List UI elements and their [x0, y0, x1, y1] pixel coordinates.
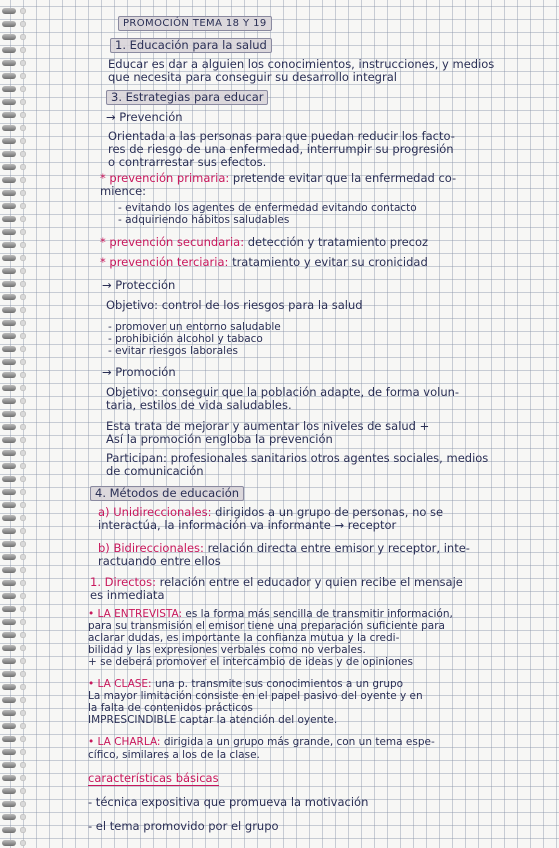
punch-hole: [20, 138, 26, 144]
punch-hole: [20, 216, 26, 222]
spiral-ring: [2, 840, 16, 846]
spiral-ring: [2, 86, 16, 92]
spiral-ring: [2, 320, 16, 326]
punch-hole: [20, 294, 26, 300]
spiral-ring: [2, 463, 16, 469]
prevention-line-2: res de riesgo de una enfermedad, interrumpir su progresión: [108, 142, 454, 156]
spiral-ring: [2, 190, 16, 196]
spiral-ring: [2, 255, 16, 261]
punch-hole: [20, 203, 26, 209]
primary-bullet-1: - evitando los agentes de enfermedad evitando contacto: [118, 202, 417, 214]
punch-hole: [20, 47, 26, 53]
talk-line-1: • LA CHARLA: dirigida a un grupo más grande, con un tema espe-: [88, 736, 435, 748]
spiral-ring: [2, 736, 16, 742]
punch-hole: [20, 541, 26, 547]
interview-line-2: para su transmisión el emisor tiene una preparación suficiente para: [88, 620, 445, 632]
spiral-ring: [2, 385, 16, 391]
promotion-paragraph-line-1: Esta trata de mejorar y aumentar los niveles de salud +: [106, 419, 430, 433]
spiral-ring: [2, 502, 16, 508]
punch-hole: [20, 21, 26, 27]
promotion-objective-line-2: taria, estilos de vida saludables.: [106, 398, 292, 412]
spiral-ring: [2, 541, 16, 547]
spiral-ring: [2, 21, 16, 27]
bidirectional-line-1: b) Bidireccionales: relación directa entre emisor y receptor, inte-: [98, 541, 470, 555]
characteristics-heading: características básicas: [88, 771, 219, 785]
spiral-ring: [2, 437, 16, 443]
promotion-objective-line-1: Objetivo: conseguir que la población adapte, de forma volun-: [106, 385, 460, 399]
spiral-ring: [2, 593, 16, 599]
section-1-paragraph-line-2: que necesita para conseguir su desarrollo integral: [108, 70, 397, 84]
punch-hole: [20, 99, 26, 105]
spiral-ring: [2, 424, 16, 430]
punch-hole: [20, 671, 26, 677]
promotion-participants-line-2: de comunicación: [106, 464, 204, 478]
punch-hole: [20, 606, 26, 612]
punch-hole: [20, 476, 26, 482]
spiral-ring: [2, 411, 16, 417]
primary-bullet-2: - adquiriendo hábitos saludables: [118, 214, 290, 226]
unidirectional-line-2: interactúa, la información va informante → receptor: [98, 518, 397, 532]
spiral-ring: [2, 723, 16, 729]
spiral-ring: [2, 827, 16, 833]
punch-hole: [20, 580, 26, 586]
promotion-heading: → Promoción: [102, 365, 176, 379]
punch-hole: [20, 372, 26, 378]
spiral-ring: [2, 788, 16, 794]
page-title: PROMOCIÓN TEMA 18 Y 19: [118, 16, 272, 31]
spiral-ring: [2, 619, 16, 625]
punch-hole: [20, 320, 26, 326]
spiral-ring: [2, 346, 16, 352]
interview-line-1: • LA ENTREVISTA: es la forma más sencilla de transmitir información,: [88, 608, 453, 620]
class-line-3: la falta de contenidos prácticos: [88, 702, 253, 714]
spiral-ring: [2, 294, 16, 300]
promotion-participants-line-1: Participan: profesionales sanitarios otros agentes sociales, medios: [106, 451, 489, 465]
tertiary-prevention: * prevención terciaria: tratamiento y evitar su cronicidad: [100, 255, 428, 269]
punch-hole: [20, 411, 26, 417]
spiral-ring: [2, 47, 16, 53]
punch-hole: [20, 333, 26, 339]
spiral-ring: [2, 281, 16, 287]
class-line-1: • LA CLASE: una p. transmite sus conocimientos a un grupo: [88, 678, 404, 690]
punch-hole: [20, 645, 26, 651]
spiral-ring: [2, 632, 16, 638]
characteristics-bullet-1: - técnica expositiva que promueva la motivación: [88, 795, 369, 809]
punch-hole: [20, 190, 26, 196]
punch-hole: [20, 736, 26, 742]
punch-hole: [20, 502, 26, 508]
spiral-ring: [2, 645, 16, 651]
protection-heading: → Protección: [102, 278, 176, 292]
spiral-ring: [2, 8, 16, 14]
spiral-ring: [2, 528, 16, 534]
promotion-paragraph-line-2: Así la promoción engloba la prevención: [106, 432, 333, 446]
spiral-ring: [2, 515, 16, 521]
punch-hole: [20, 255, 26, 261]
punch-hole: [20, 463, 26, 469]
spiral-ring: [2, 268, 16, 274]
punch-hole: [20, 567, 26, 573]
punch-hole: [20, 749, 26, 755]
spiral-ring: [2, 489, 16, 495]
punch-hole: [20, 515, 26, 521]
spiral-ring: [2, 762, 16, 768]
punch-hole: [20, 723, 26, 729]
punch-hole: [20, 632, 26, 638]
punch-hole: [20, 8, 26, 14]
spiral-ring: [2, 112, 16, 118]
spiral-ring: [2, 775, 16, 781]
spiral-ring: [2, 710, 16, 716]
spiral-ring: [2, 34, 16, 40]
punch-hole: [20, 840, 26, 846]
punch-hole: [20, 177, 26, 183]
class-line-2: La mayor limitación consiste en el papel pasivo del oyente y en: [88, 690, 423, 702]
protection-bullet-1: - promover un entorno saludable: [108, 321, 281, 333]
punch-hole: [20, 164, 26, 170]
spiral-ring: [2, 658, 16, 664]
punch-hole: [20, 281, 26, 287]
punch-hole: [20, 398, 26, 404]
secondary-prevention: * prevención secundaria: detección y tratamiento precoz: [100, 235, 429, 249]
spiral-ring: [2, 307, 16, 313]
punch-hole: [20, 242, 26, 248]
spiral-ring: [2, 333, 16, 339]
section-1-paragraph-line-1: Educar es dar a alguien los conocimientos, instrucciones, y medios: [108, 57, 495, 71]
punch-hole: [20, 385, 26, 391]
spiral-ring: [2, 398, 16, 404]
spiral-ring: [2, 684, 16, 690]
spiral-ring: [2, 359, 16, 365]
punch-hole: [20, 359, 26, 365]
punch-hole: [20, 710, 26, 716]
bidirectional-line-2: ractuando entre ellos: [98, 554, 221, 568]
spiral-ring: [2, 203, 16, 209]
spiral-ring: [2, 242, 16, 248]
spiral-ring: [2, 697, 16, 703]
prevention-line-1: Orientada a las personas para que puedan reducir los facto-: [108, 129, 455, 143]
spiral-ring: [2, 606, 16, 612]
spiral-ring: [2, 151, 16, 157]
protection-objective: Objetivo: control de los riesgos para la salud: [106, 298, 363, 312]
characteristics-bullet-2: - el tema promovido por el grupo: [88, 819, 279, 833]
punch-hole: [20, 762, 26, 768]
punch-hole: [20, 229, 26, 235]
punch-hole: [20, 125, 26, 131]
punch-hole: [20, 268, 26, 274]
punch-hole: [20, 60, 26, 66]
punch-hole: [20, 151, 26, 157]
spiral-ring: [2, 476, 16, 482]
spiral-ring: [2, 60, 16, 66]
spiral-ring: [2, 138, 16, 144]
punch-hole: [20, 684, 26, 690]
interview-line-3: aclarar dudas, es importante la confianza mutua y la credi-: [88, 632, 400, 644]
prevention-heading: → Prevención: [106, 110, 183, 124]
punch-hole: [20, 801, 26, 807]
spiral-ring: [2, 671, 16, 677]
direct-methods-line-2: es inmediata: [90, 588, 165, 602]
spiral-ring: [2, 216, 16, 222]
spiral-ring: [2, 177, 16, 183]
direct-methods-line-1: 1. Directos: relación entre el educador y quien recibe el mensaje: [90, 575, 463, 589]
section-4-heading: 4. Métodos de educación: [90, 486, 244, 501]
protection-bullet-2: - prohibición alcohol y tabaco: [108, 333, 263, 345]
spiral-ring: [2, 73, 16, 79]
punch-hole: [20, 346, 26, 352]
spiral-ring: [2, 567, 16, 573]
punch-hole: [20, 424, 26, 430]
punch-hole: [20, 814, 26, 820]
protection-bullet-3: - evitar riesgos laborales: [108, 345, 239, 357]
punch-hole: [20, 437, 26, 443]
spiral-ring: [2, 801, 16, 807]
spiral-ring: [2, 229, 16, 235]
primary-prevention: * prevención primaria: pretende evitar que la enfermedad co-: [100, 171, 457, 185]
spiral-ring: [2, 372, 16, 378]
punch-hole: [20, 528, 26, 534]
spiral-ring: [2, 554, 16, 560]
interview-line-4: bilidad y las expresiones verbales como no verbales.: [88, 644, 366, 656]
spiral-ring: [2, 749, 16, 755]
punch-hole: [20, 775, 26, 781]
class-line-4: IMPRESCINDIBLE captar la atención del oyente.: [88, 714, 338, 726]
punch-hole: [20, 34, 26, 40]
spiral-ring: [2, 450, 16, 456]
spiral-ring: [2, 99, 16, 105]
interview-line-5: + se deberá promover el intercambio de ideas y de opiniones: [88, 656, 413, 668]
unidirectional-line-1: a) Unidireccionales: dirigidos a un grupo de personas, no se: [98, 505, 444, 519]
punch-hole: [20, 307, 26, 313]
punch-hole: [20, 112, 26, 118]
punch-hole: [20, 788, 26, 794]
punch-hole: [20, 554, 26, 560]
punch-hole: [20, 489, 26, 495]
punch-hole: [20, 450, 26, 456]
spiral-ring: [2, 125, 16, 131]
prevention-line-3: o contrarrestar sus efectos.: [108, 155, 267, 169]
spiral-ring: [2, 580, 16, 586]
section-3-heading: 3. Estrategias para educar: [106, 90, 268, 105]
spiral-binding: [0, 0, 18, 848]
punch-hole: [20, 86, 26, 92]
punch-hole: [20, 619, 26, 625]
punch-hole: [20, 658, 26, 664]
punch-hole: [20, 697, 26, 703]
punch-hole: [20, 73, 26, 79]
punch-hole: [20, 593, 26, 599]
spiral-ring: [2, 164, 16, 170]
punch-hole: [20, 827, 26, 833]
primary-prevention-line-2: mience:: [100, 184, 147, 198]
section-1-heading: 1. Educación para la salud: [110, 38, 272, 53]
talk-line-2: cífico, similares a los de la clase.: [88, 749, 260, 761]
spiral-ring: [2, 814, 16, 820]
